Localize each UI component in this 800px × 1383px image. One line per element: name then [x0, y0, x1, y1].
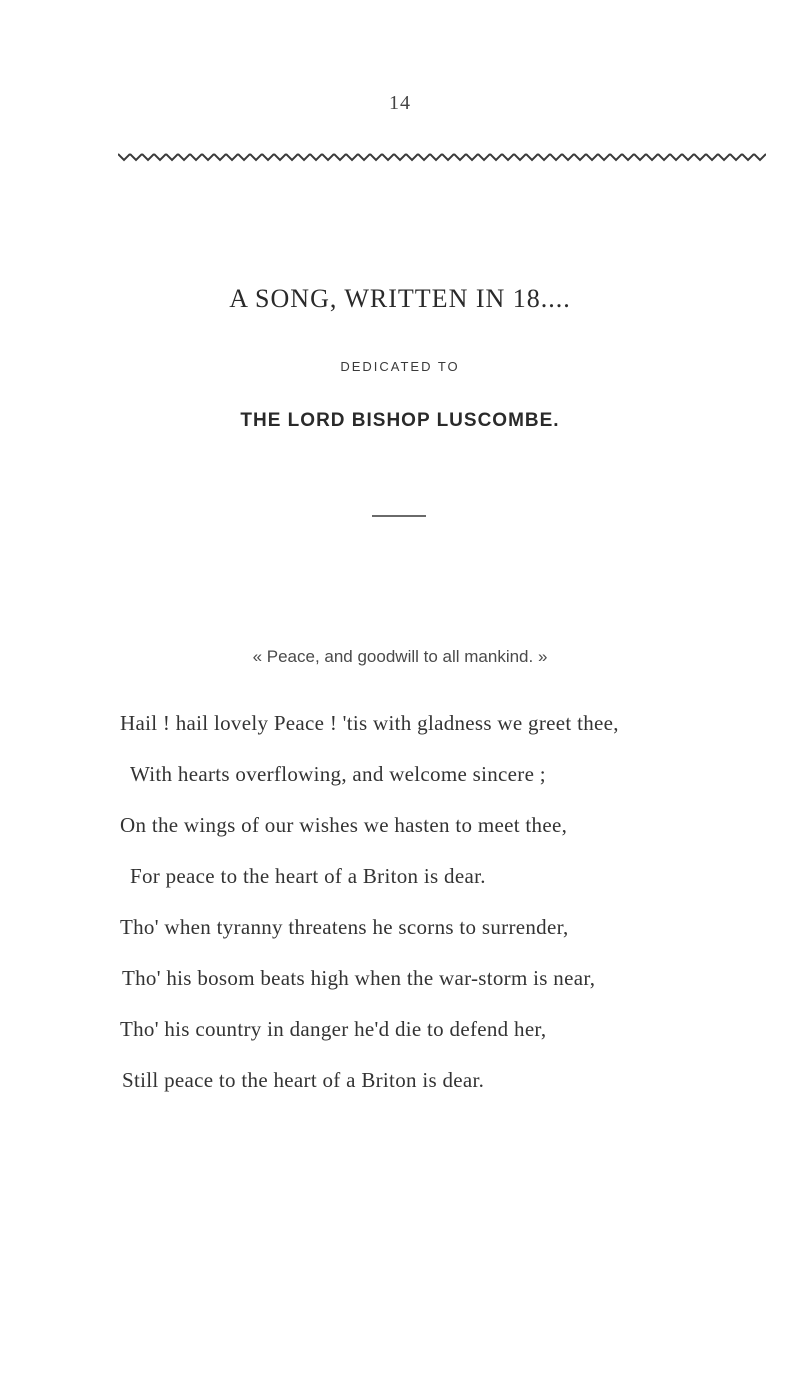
verse-line: With hearts overflowing, and welcome sincere ; — [130, 762, 546, 786]
verse-line: Still peace to the heart of a Briton is dear. — [122, 1068, 485, 1092]
verse-line: Tho' his country in danger he'd die to defend her, — [120, 1017, 547, 1041]
verse-line: On the wings of our wishes we hasten to meet thee, — [120, 813, 568, 837]
epigraph: « Peace, and goodwill to all mankind. » — [252, 647, 548, 666]
verse-line: Tho' his bosom beats high when the war-storm is near, — [122, 966, 596, 990]
verse-stanza — [120, 698, 780, 1106]
song-title: A SONG, WRITTEN IN 18.... — [229, 284, 571, 313]
section-divider — [372, 515, 426, 517]
verse-line: For peace to the heart of a Briton is dear. — [130, 864, 486, 888]
page-number: 14 — [389, 92, 411, 114]
dedication-label: DEDICATED TO — [340, 359, 460, 374]
verse-line: Tho' when tyranny threatens he scorns to surrender, — [120, 915, 569, 939]
dedicatee-name: THE LORD BISHOP LUSCOMBE. — [240, 410, 560, 431]
verse-line: Hail ! hail lovely Peace ! 'tis with gladness we greet thee, — [120, 711, 619, 735]
ornamental-rule — [118, 150, 766, 164]
